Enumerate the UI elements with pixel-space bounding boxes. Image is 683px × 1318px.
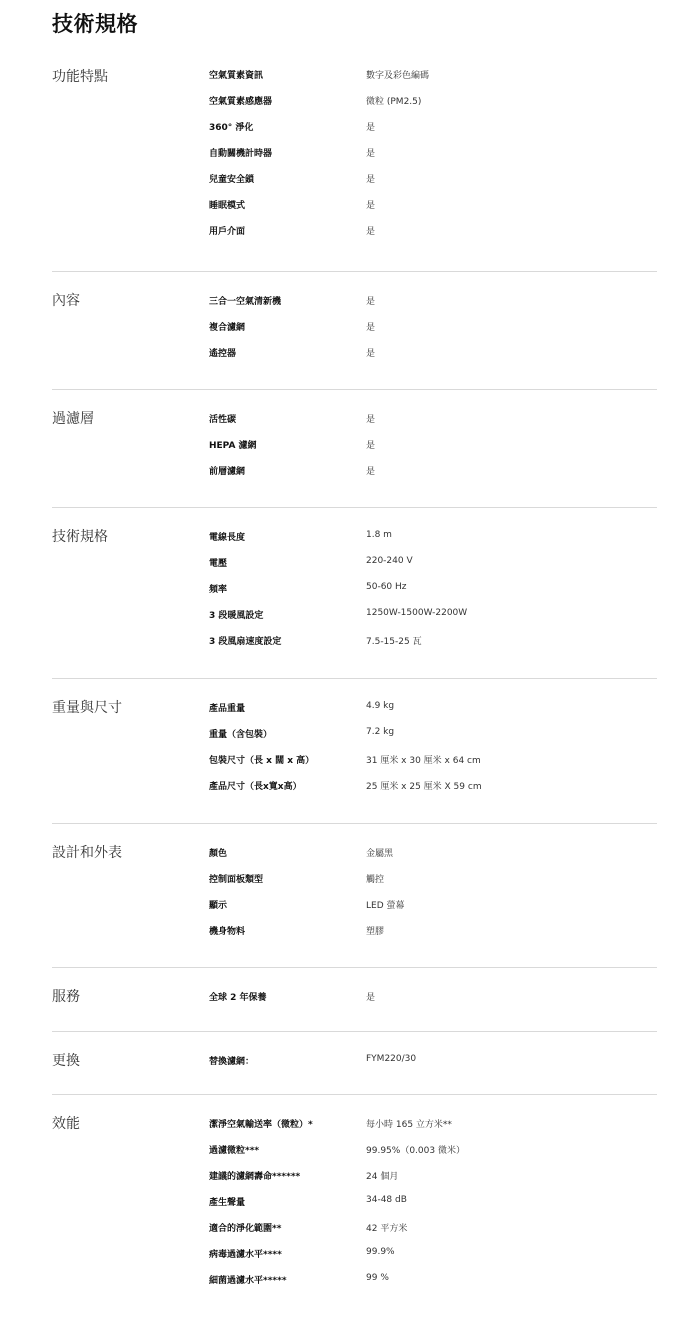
- spec-row: [52, 727, 657, 741]
- spec-row: [52, 556, 657, 570]
- spec-label: 包裝尺寸（長 x 闊 x 高）: [209, 756, 315, 766]
- spec-label: 顯示: [209, 901, 228, 911]
- spec-label: 建議的濾網壽命******: [209, 1172, 301, 1182]
- section-divider: [52, 1094, 657, 1095]
- spec-value: 是: [366, 349, 376, 359]
- spec-label: 控制面板類型: [209, 875, 264, 885]
- spec-label: 全球 2 年保養: [209, 993, 267, 1003]
- spec-row: [52, 1143, 657, 1157]
- spec-row: [52, 753, 657, 767]
- spec-row: [52, 346, 657, 360]
- spec-row: [52, 924, 657, 938]
- spec-row: [52, 898, 657, 912]
- spec-label: 自動關機計時器: [209, 149, 273, 159]
- spec-row: [52, 1169, 657, 1183]
- spec-row: [52, 846, 657, 860]
- section-title: 過濾層: [52, 411, 94, 427]
- spec-value: 99.95%（0.003 微米）: [366, 1146, 465, 1156]
- spec-row: [52, 412, 657, 426]
- section-divider: [52, 967, 657, 968]
- spec-value: 4.9 kg: [366, 701, 395, 711]
- spec-row: [52, 320, 657, 334]
- spec-value: 是: [366, 441, 376, 451]
- spec-row: [52, 990, 657, 1004]
- section-title: 服務: [52, 989, 80, 1005]
- spec-value: 塑膠: [366, 927, 385, 937]
- page-title: 技術規格: [52, 12, 138, 36]
- spec-label: 電線長度: [209, 533, 246, 543]
- section-divider: [52, 1031, 657, 1032]
- spec-row: [52, 198, 657, 212]
- spec-label: 遙控器: [209, 349, 237, 359]
- spec-label: 潔淨空氣輸送率（微粒）*: [209, 1120, 313, 1130]
- spec-label: 過濾微粒***: [209, 1146, 260, 1156]
- spec-value: 觸控: [366, 875, 385, 885]
- spec-value: 31 厘米 x 30 厘米 x 64 cm: [366, 756, 481, 766]
- section-divider: [52, 507, 657, 508]
- spec-row: [52, 1117, 657, 1131]
- spec-value: 是: [366, 149, 376, 159]
- spec-value: 是: [366, 297, 376, 307]
- spec-label: 睡眠模式: [209, 201, 246, 211]
- spec-row: [52, 438, 657, 452]
- spec-label: 360° 淨化: [209, 123, 254, 133]
- spec-row: [52, 68, 657, 82]
- spec-value: 微粒 (PM2.5): [366, 97, 422, 107]
- section-divider: [52, 678, 657, 679]
- spec-label: 產品重量: [209, 704, 246, 714]
- spec-value: 數字及彩色編碼: [366, 71, 430, 81]
- spec-row: [52, 530, 657, 544]
- section-title: 技術規格: [52, 529, 108, 545]
- spec-label: 顏色: [209, 849, 228, 859]
- section-title: 效能: [52, 1116, 80, 1132]
- spec-row: [52, 172, 657, 186]
- spec-label: 兒童安全鎖: [209, 175, 255, 185]
- spec-value: 是: [366, 415, 376, 425]
- spec-label: 適合的淨化範圍**: [209, 1224, 282, 1234]
- spec-label: 複合濾網: [209, 323, 246, 333]
- spec-row: [52, 120, 657, 134]
- spec-value: 1.8 m: [366, 530, 392, 540]
- spec-label: 產品尺寸（長x寬x高）: [209, 782, 302, 792]
- spec-row: [52, 779, 657, 793]
- spec-value: 是: [366, 123, 376, 133]
- spec-value: 42 平方米: [366, 1224, 408, 1234]
- spec-value: 每小時 165 立方米**: [366, 1120, 452, 1130]
- spec-value: 99.9%: [366, 1247, 395, 1257]
- spec-value: 是: [366, 467, 376, 477]
- spec-label: 用戶介面: [209, 227, 246, 237]
- spec-row: [52, 1221, 657, 1235]
- spec-value: 7.2 kg: [366, 727, 395, 737]
- spec-row: [52, 608, 657, 622]
- section-divider: [52, 271, 657, 272]
- spec-row: [52, 224, 657, 238]
- section-divider: [52, 389, 657, 390]
- spec-label: 前層濾網: [209, 467, 246, 477]
- section-divider: [52, 823, 657, 824]
- spec-label: 頻率: [209, 585, 228, 595]
- spec-label: 三合一空氣清新機: [209, 297, 282, 307]
- spec-label: 空氣質素資訊: [209, 71, 264, 81]
- spec-value: 是: [366, 323, 376, 333]
- spec-row: [52, 294, 657, 308]
- spec-row: [52, 464, 657, 478]
- spec-row: [52, 1247, 657, 1261]
- spec-value: 1250W-1500W-2200W: [366, 608, 468, 618]
- spec-label: 電壓: [209, 559, 228, 569]
- spec-value: 50-60 Hz: [366, 582, 407, 592]
- section-title: 功能特點: [52, 69, 108, 85]
- spec-label: 病毒過濾水平****: [209, 1250, 282, 1260]
- spec-value: 是: [366, 227, 376, 237]
- spec-value: 99 %: [366, 1273, 389, 1283]
- spec-label: 3 段風扇速度設定: [209, 637, 282, 647]
- spec-label: 替換濾網：: [209, 1057, 255, 1067]
- spec-label: 細菌過濾水平*****: [209, 1276, 287, 1286]
- section-title: 設計和外表: [52, 845, 122, 861]
- spec-row: [52, 634, 657, 648]
- spec-value: 220-240 V: [366, 556, 413, 566]
- spec-value: 是: [366, 201, 376, 211]
- spec-row: [52, 94, 657, 108]
- spec-label: HEPA 濾網: [209, 441, 257, 451]
- spec-row: [52, 701, 657, 715]
- spec-row: [52, 1195, 657, 1209]
- spec-value: 7.5-15-25 瓦: [366, 637, 422, 647]
- spec-row: [52, 146, 657, 160]
- spec-label: 空氣質素感應器: [209, 97, 273, 107]
- section-title: 內容: [52, 293, 80, 309]
- spec-value: 34-48 dB: [366, 1195, 407, 1205]
- spec-value: FYM220/30: [366, 1054, 417, 1064]
- spec-row: [52, 872, 657, 886]
- spec-label: 3 段暖風設定: [209, 611, 264, 621]
- spec-value: 是: [366, 175, 376, 185]
- section-title: 更換: [52, 1053, 80, 1069]
- spec-value: 25 厘米 x 25 厘米 X 59 cm: [366, 782, 482, 792]
- spec-value: LED 螢幕: [366, 901, 405, 911]
- spec-label: 活性碳: [209, 415, 237, 425]
- spec-row: [52, 1054, 657, 1068]
- spec-label: 機身物料: [209, 927, 246, 937]
- section-title: 重量與尺寸: [52, 700, 122, 716]
- spec-label: 重量（含包裝）: [209, 730, 273, 740]
- spec-row: [52, 582, 657, 596]
- spec-value: 是: [366, 993, 376, 1003]
- spec-label: 產生聲量: [209, 1198, 246, 1208]
- spec-value: 金屬黑: [366, 849, 394, 859]
- spec-row: [52, 1273, 657, 1287]
- spec-value: 24 個月: [366, 1172, 399, 1182]
